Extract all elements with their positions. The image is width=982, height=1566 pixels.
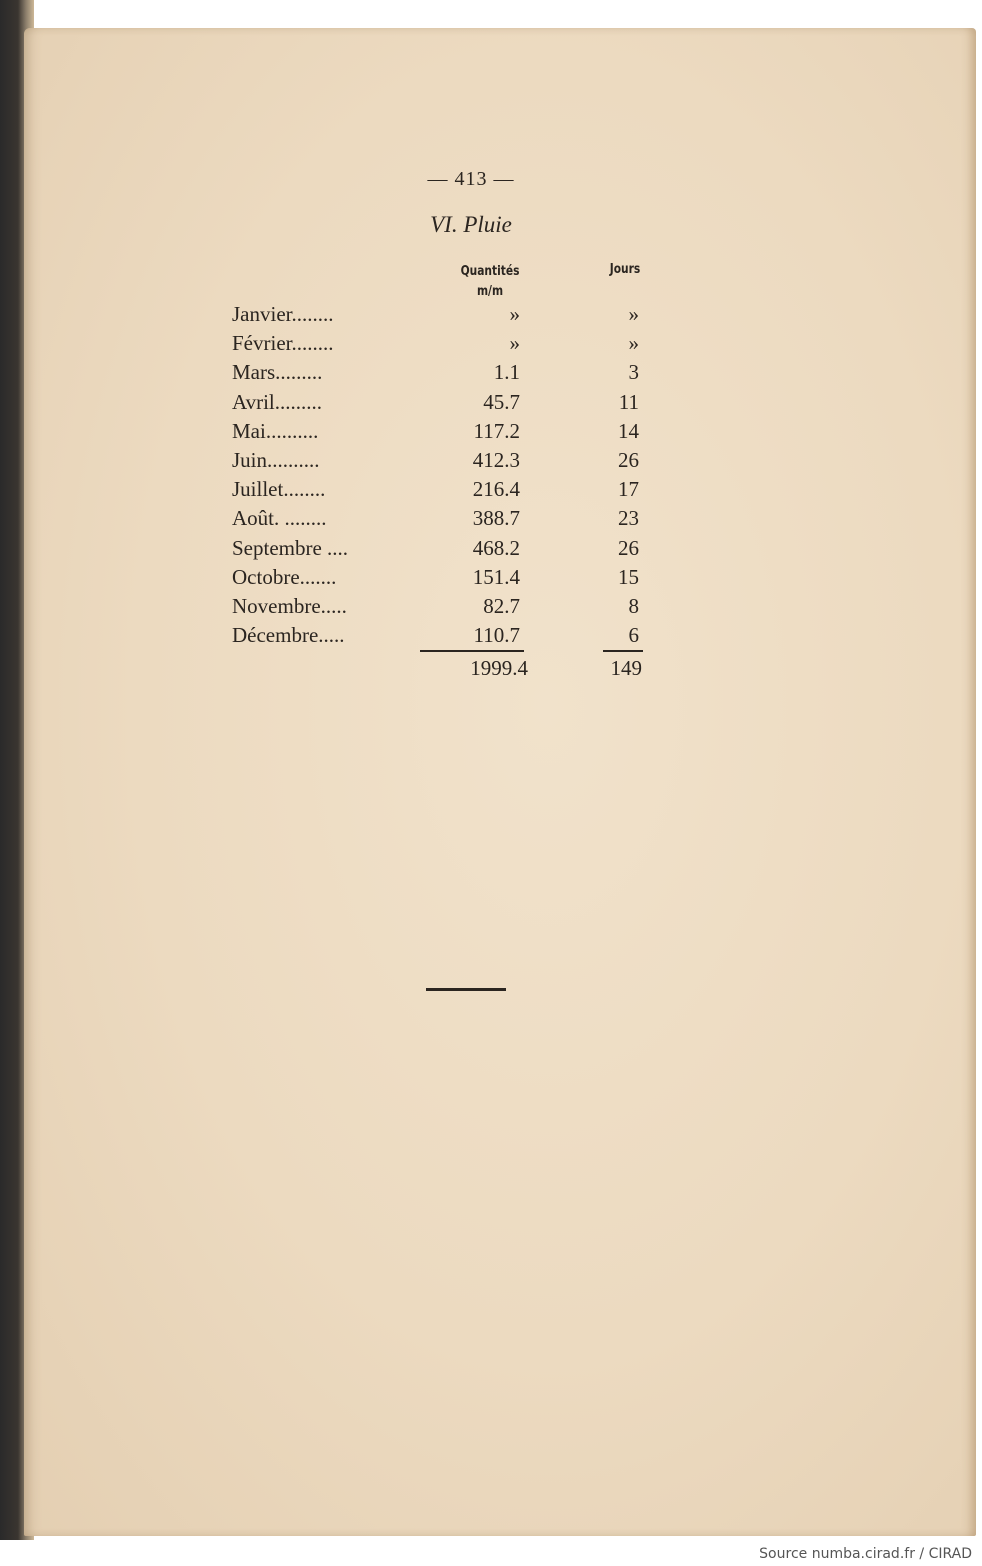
page-number: — 413 — [427, 168, 515, 190]
month-label: Juin.......... [232, 447, 320, 472]
days-value: 3 [628, 360, 639, 385]
days-value: 23 [618, 506, 639, 531]
quantity-value: 468.2 [472, 535, 520, 560]
days-column-header: Jours [609, 262, 641, 277]
quantity-header-label: Quantités [460, 264, 520, 279]
quantity-value: 151.4 [472, 564, 520, 589]
month-label: Octobre....... [232, 564, 337, 589]
month-label: Mai.......... [232, 418, 319, 443]
quantity-value: 388.7 [472, 506, 520, 531]
month-label: Août. ........ [232, 506, 327, 531]
days-value: 11 [618, 389, 639, 414]
section-title: VI. Pluie [430, 212, 512, 237]
quantity-column-header [449, 262, 531, 302]
total-quantity: 1999.4 [470, 656, 528, 680]
section-end-rule [426, 988, 506, 991]
total-days: 149 [610, 656, 642, 680]
month-label: Avril......... [232, 389, 323, 414]
book-page [24, 28, 976, 1536]
days-value: 26 [618, 447, 639, 472]
month-label: Janvier........ [232, 302, 334, 326]
quantity-value: 117.2 [473, 418, 520, 443]
quantity-value: 412.3 [472, 447, 520, 472]
month-label: Février........ [232, 331, 334, 356]
month-label: Juillet........ [232, 477, 326, 502]
days-value: 6 [628, 623, 639, 648]
days-value: 26 [618, 535, 639, 560]
days-value: 17 [618, 477, 639, 502]
month-label: Novembre..... [232, 593, 347, 618]
quantity-value: » [509, 331, 520, 356]
quantity-value: 1.1 [493, 360, 520, 385]
quantity-value: 216.4 [472, 477, 520, 502]
quantity-value: 45.7 [483, 389, 520, 414]
days-sum-rule [603, 650, 643, 652]
quantity-value: 82.7 [483, 593, 520, 618]
month-label: Décembre..... [232, 623, 345, 648]
quantity-sum-rule [420, 650, 524, 652]
days-value: » [628, 331, 639, 356]
month-label: Mars......... [232, 360, 323, 385]
days-value: 14 [618, 418, 639, 443]
days-value: 8 [628, 593, 639, 618]
month-label: Septembre .... [232, 535, 349, 560]
days-value: 15 [618, 564, 639, 589]
quantity-value: 110.7 [473, 623, 520, 648]
days-value: » [628, 302, 639, 326]
quantity-unit-label: m/m [476, 284, 504, 299]
source-credit: Source numba.cirad.fr / CIRAD [755, 1544, 976, 1564]
quantity-value: » [509, 302, 520, 326]
